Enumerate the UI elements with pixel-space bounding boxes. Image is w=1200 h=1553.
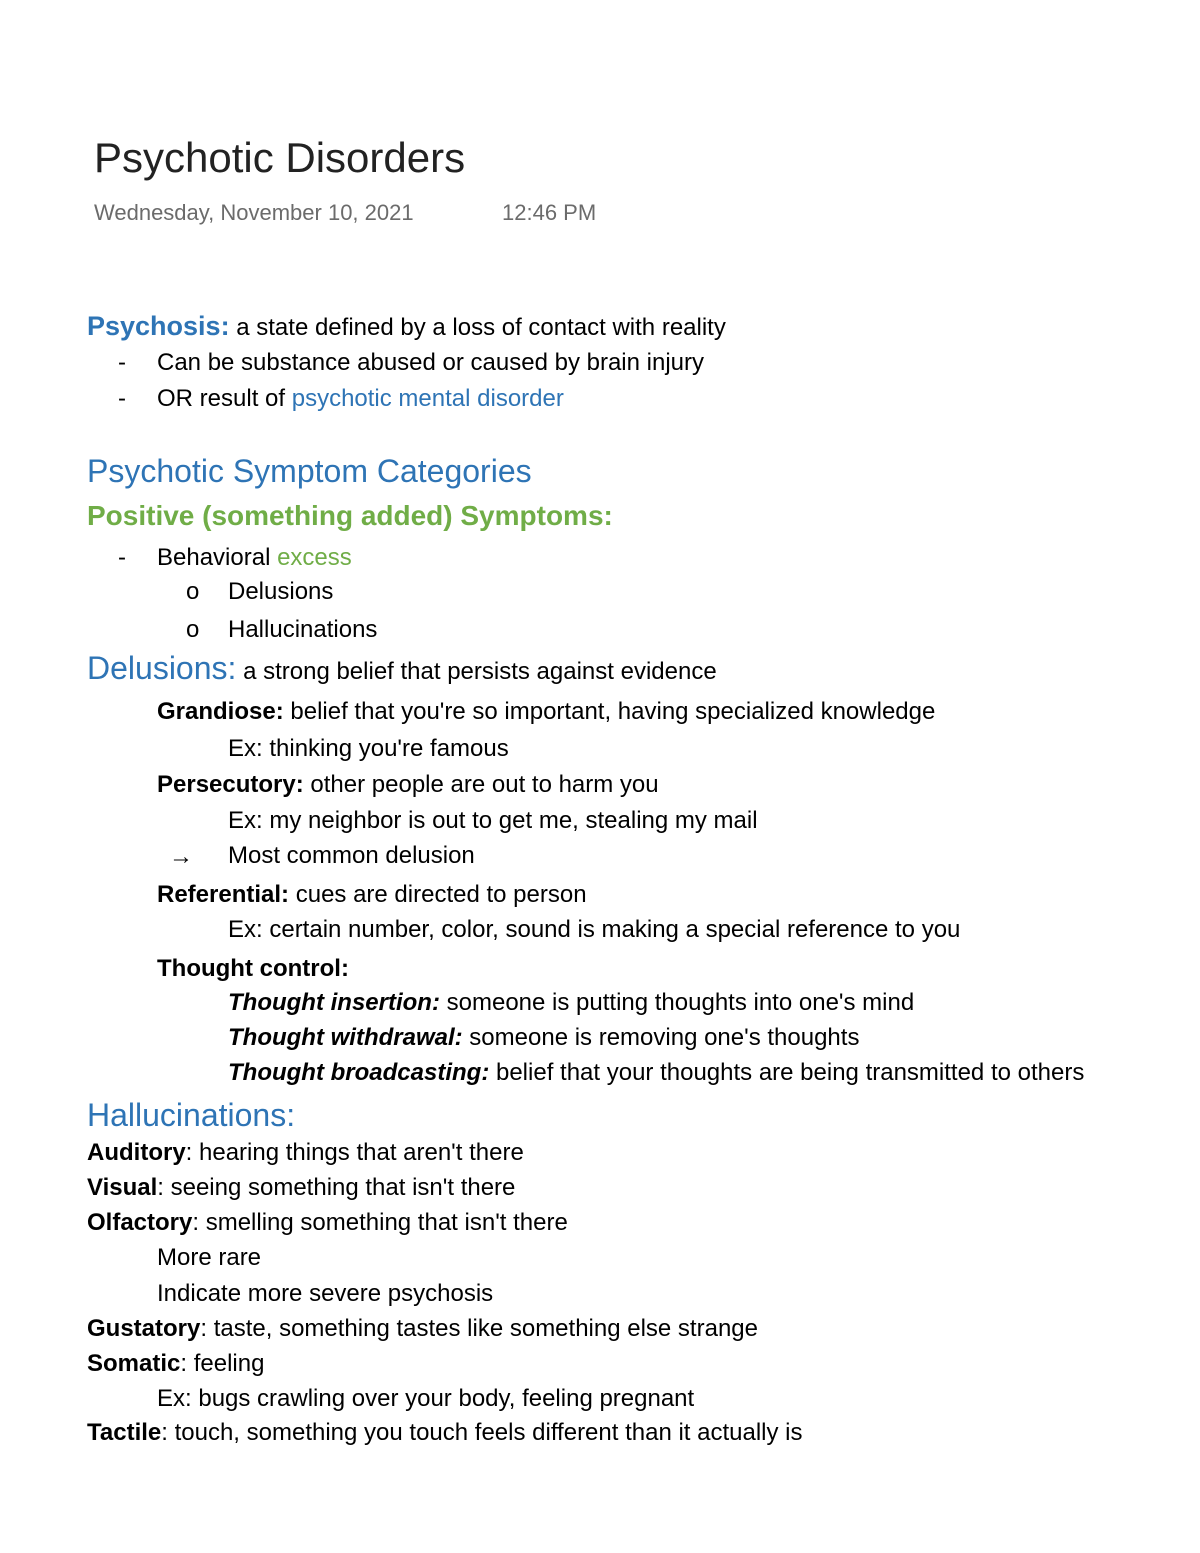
psychosis-term: Psychosis: — [87, 311, 230, 341]
hallucinations-heading: Hallucinations: — [87, 1097, 296, 1133]
delusions-definition: Delusions: a strong belief that persists against evidence — [87, 650, 717, 686]
circle-bullet: o — [186, 578, 200, 605]
referential-item: Referential: cues are directed to person — [157, 881, 587, 908]
auditory-item: Auditory: hearing things that aren't there — [87, 1139, 524, 1166]
dash-bullet: - — [118, 544, 126, 571]
psychosis-bullet-1: Can be substance abused or caused by brain injury — [157, 349, 705, 376]
arrow-icon: → — [169, 843, 193, 870]
dash-bullet: - — [118, 385, 126, 412]
positive-symptoms-heading: Positive (something added) Symptoms: — [87, 500, 613, 531]
circle-bullet: o — [186, 616, 200, 643]
referential-example: Ex: certain number, color, sound is making a special reference to you — [228, 916, 961, 943]
olfactory-item: Olfactory: smelling something that isn't there — [87, 1209, 568, 1236]
psychotic-mental-disorder-link: psychotic mental disorder — [291, 385, 564, 412]
thought-withdrawal-item: Thought withdrawal: someone is removing one's thoughts — [228, 1024, 860, 1051]
categories-heading: Psychotic Symptom Categories — [87, 453, 532, 489]
most-common-note: Most common delusion — [228, 842, 475, 869]
page-title: Psychotic Disorders — [94, 134, 466, 181]
psychosis-definition: Psychosis: a state defined by a loss of contact with reality — [87, 311, 726, 341]
dash-bullet: - — [118, 349, 126, 376]
olfactory-note-2: Indicate more severe psychosis — [157, 1280, 494, 1307]
psychosis-bullet-2: OR result of psychotic mental disorder — [157, 385, 564, 412]
persecutory-example: Ex: my neighbor is out to get me, stealing my mail — [228, 807, 758, 834]
note-date: Wednesday, November 10, 2021 — [94, 200, 414, 225]
delusions-term: Delusions: — [87, 650, 237, 686]
behavioral-excess-item: Behavioral excess — [157, 544, 352, 571]
visual-item: Visual: seeing something that isn't there — [87, 1174, 516, 1201]
page-cut-region — [0, 1415, 1200, 1446]
olfactory-note-1: More rare — [157, 1244, 262, 1271]
persecutory-item: Persecutory: other people are out to harm you — [157, 771, 659, 798]
grandiose-item: Grandiose: belief that you're so important, having specialized knowledge — [157, 698, 936, 725]
somatic-item: Somatic: feeling — [87, 1350, 265, 1377]
note-time: 12:46 PM — [502, 200, 597, 225]
thought-control-heading: Thought control: — [157, 955, 349, 982]
thought-insertion-item: Thought insertion: someone is putting thoughts into one's mind — [228, 989, 915, 1016]
tactile-item: Tactile: touch, something you touch feels different than it actually is — [87, 1419, 803, 1446]
thought-broadcasting-item: Thought broadcasting: belief that your thoughts are being transmitted to others — [228, 1059, 1085, 1086]
grandiose-example: Ex: thinking you're famous — [228, 735, 509, 762]
sub-item-delusions: Delusions — [228, 578, 334, 605]
gustatory-item: Gustatory: taste, something tastes like something else strange — [87, 1315, 758, 1342]
sub-item-hallucinations: Hallucinations — [228, 616, 378, 643]
somatic-example: Ex: bugs crawling over your body, feeling pregnant — [157, 1385, 695, 1412]
